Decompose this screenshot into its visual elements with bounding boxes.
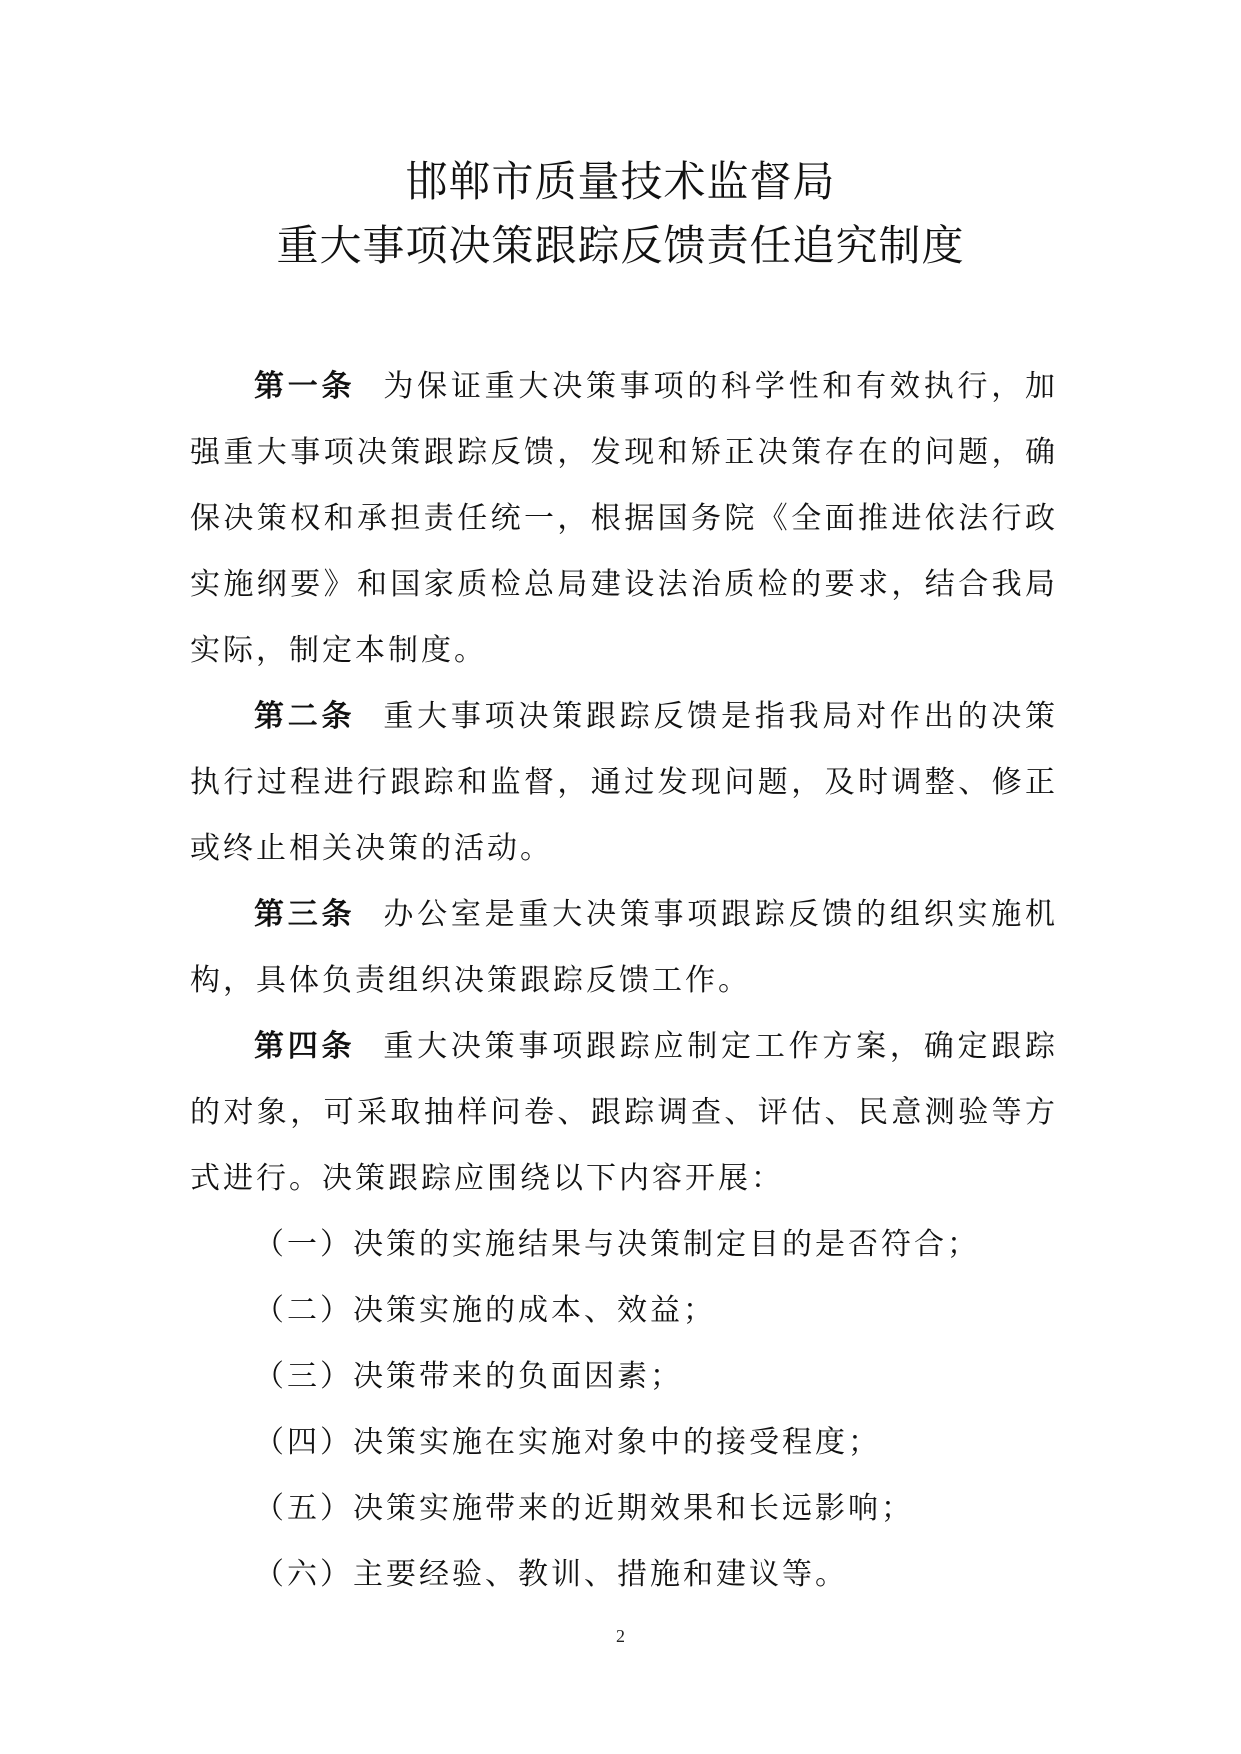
list-item: （五）决策实施带来的近期效果和长远影响； (254, 1491, 914, 1526)
list-item: （四）决策实施在实施对象中的接受程度； (254, 1425, 881, 1460)
article-3 (190, 882, 1058, 1014)
article-2 (190, 684, 1058, 882)
article-1 (190, 354, 1058, 684)
document-body (190, 354, 1058, 1608)
page-number: 2 (616, 1626, 625, 1646)
list-item: （一）决策的实施结果与决策制定目的是否符合； (254, 1227, 980, 1262)
article-4 (190, 1014, 1058, 1212)
article-3-text: 办公室是重大决策事项跟踪反馈的组织实施机构，具体负责组织决策跟踪反馈工作。 (190, 897, 1059, 998)
list-item: （三）决策带来的负面因素； (254, 1359, 683, 1394)
article-1-text: 为保证重大决策事项的科学性和有效执行，加强重大事项决策跟踪反馈，发现和矫正决策存在的问题，确保决策权和承担责任统一，根据国务院《全面推进依法行政实施纲要》和国家质检总局建设法治质检的要求，结合我局实际，制定本制度。 (190, 369, 1059, 668)
document-title-line-2: 重大事项决策跟踪反馈责任追究制度 (276, 221, 965, 270)
list-item: （二）决策实施的成本、效益； (254, 1293, 716, 1328)
article-2-text: 重大事项决策跟踪反馈是指我局对作出的决策执行过程进行跟踪和监督，通过发现问题，及时调整、修正或终止相关决策的活动。 (190, 699, 1059, 866)
article-4-label: 第四条 (254, 1029, 356, 1064)
article-3-label: 第三条 (254, 897, 356, 932)
article-4-text: 重大决策事项跟踪应制定工作方案，确定跟踪的对象，可采取抽样问卷、跟踪调查、评估、民意测验等方式进行。决策跟踪应围绕以下内容开展： (190, 1029, 1059, 1196)
document-title-line-1: 邯郸市质量技术监督局 (405, 157, 836, 206)
article-1-label: 第一条 (254, 369, 356, 404)
list-item: （六）主要经验、教训、措施和建议等。 (254, 1557, 848, 1592)
article-2-label: 第二条 (254, 699, 356, 734)
